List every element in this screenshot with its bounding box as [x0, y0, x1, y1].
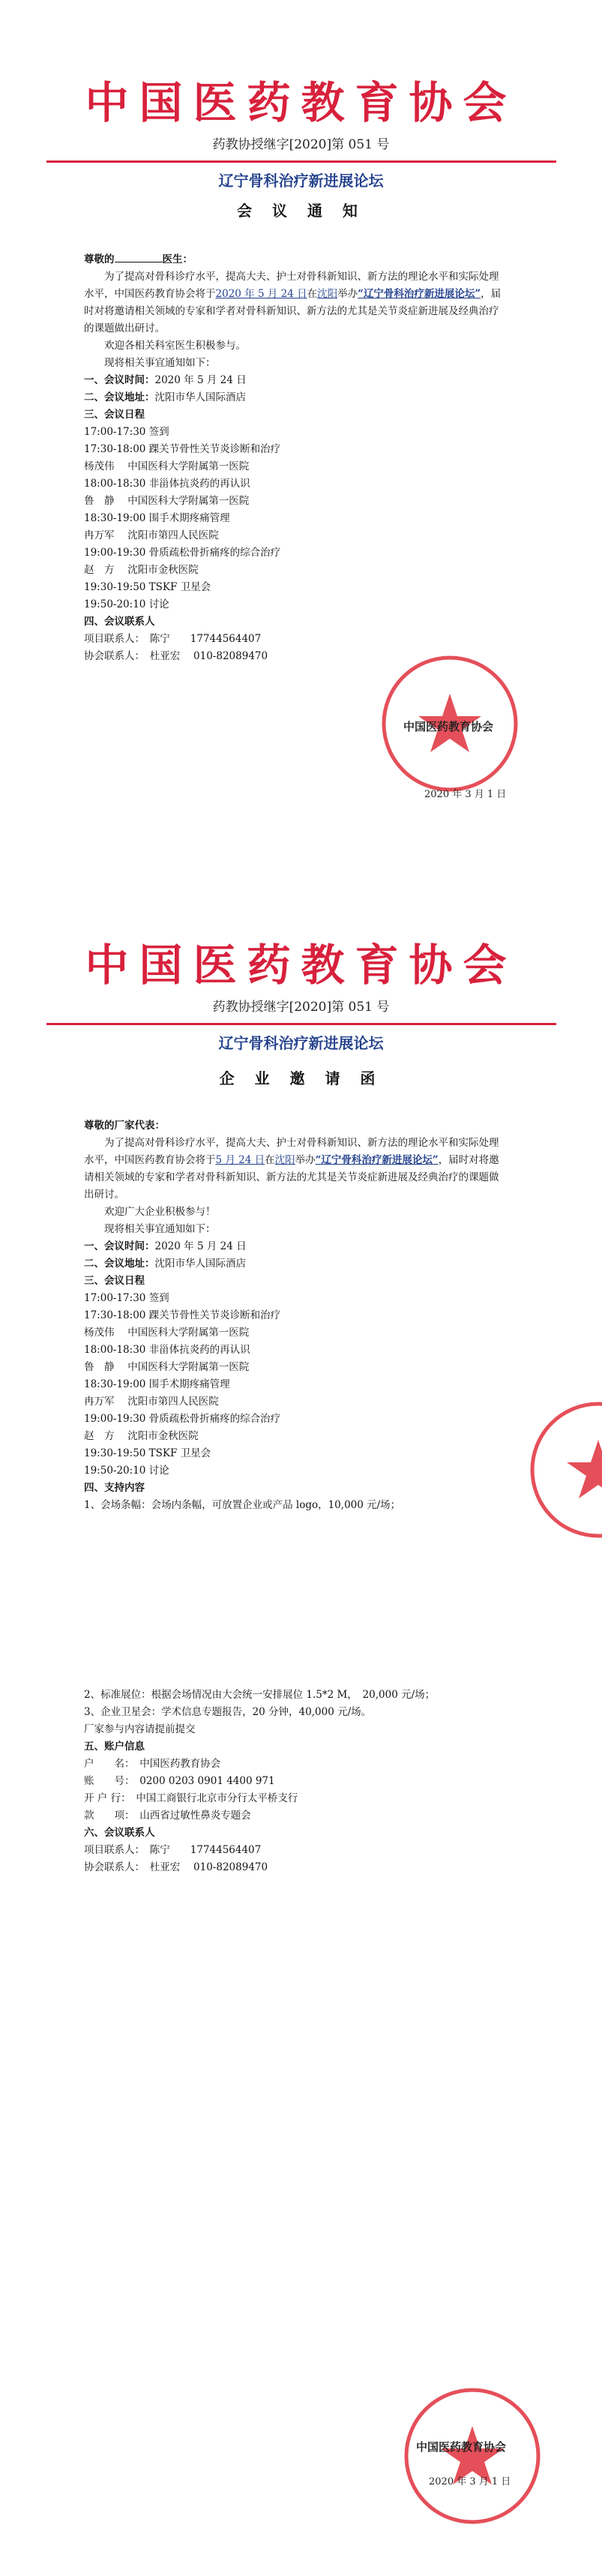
spacer [84, 1514, 504, 1687]
support-heading: 四、支持内容 [84, 1482, 145, 1494]
seal-date: 2020 年 3 月 1 日 [429, 2476, 511, 2488]
agenda-item: 杨茂伟 中国医科大学附属第一医院 [84, 460, 250, 472]
invitation-page [0, 900, 602, 2576]
meeting-time: 一、会议时间：2020 年 5 月 24 日 [84, 374, 247, 386]
partial-seal-icon [527, 1399, 602, 1541]
arrangement-line: 现将相关事宜通知如下： [104, 357, 216, 369]
meeting-time: 一、会议时间：2020 年 5 月 24 日 [84, 1240, 247, 1252]
agenda-item: 17:00-17:30 签到 [84, 1292, 169, 1304]
contact-association: 协会联系人： 杜亚宏 010-82089470 [84, 650, 268, 662]
agenda-item: 18:30-19:00 围手术期疼痛管理 [84, 512, 230, 524]
invitation-body [84, 1117, 504, 1876]
meeting-venue: 二、会议地址：沈阳市华人国际酒店 [84, 391, 246, 403]
doc-number: 药教协授继字[2020]第 051 号 [212, 1000, 390, 1015]
agenda-item: 19:00-19:30 骨质疏松骨折痛疼的综合治疗 [84, 547, 281, 559]
forum-title: 辽宁骨科治疗新进展论坛 [218, 172, 384, 190]
salutation: 尊敬的厂家代表： [84, 1120, 165, 1132]
account-row: 款 项： 山西省过敏性鼻炎专题会 [84, 1810, 251, 1822]
contacts-heading: 四、会议联系人 [84, 616, 155, 628]
contact-project: 项目联系人： 陈宁 17744564407 [84, 633, 262, 645]
header-rule [46, 160, 556, 163]
welcome-line: 欢迎各相关科室医生积极参与。 [104, 340, 246, 352]
seal-org-name: 中国医药教育协会 [403, 720, 494, 733]
account-row: 户 名： 中国医药教育协会 [84, 1758, 221, 1770]
org-header: 中国医药教育协会 [85, 77, 517, 128]
agenda-item: 赵 方 沈阳市金秋医院 [84, 564, 199, 576]
doc-type-title: 企 业 邀 请 函 [219, 1069, 383, 1087]
contact-association: 协会联系人： 杜亚宏 010-82089470 [84, 1861, 268, 1873]
agenda-item: 17:00-17:30 签到 [84, 426, 169, 438]
agenda-item: 冉万军 沈阳市第四人民医院 [84, 529, 219, 541]
support-item-satellite: 3、企业卫星会：学术信息专题报告，20 分钟，40,000 元/场。 [84, 1706, 372, 1718]
seal-date: 2020 年 3 月 1 日 [424, 789, 507, 800]
agenda-item: 19:30-19:50 TSKF 卫星会 [84, 581, 211, 593]
agenda-item: 19:50-20:10 讨论 [84, 598, 169, 610]
support-note: 厂家参与内容请提前提交 [84, 1723, 196, 1735]
header-rule [46, 1023, 556, 1025]
name-blank [115, 251, 163, 262]
agenda-item: 17:30-18:00 踝关节骨性关节炎诊断和治疗 [84, 1309, 281, 1321]
welcome-line: 欢迎广大企业积极参与！ [104, 1206, 216, 1218]
account-heading: 五、账户信息 [84, 1741, 145, 1753]
notice-body [84, 251, 504, 665]
arrangement-line: 现将相关事宜通知如下： [104, 1223, 216, 1235]
agenda-item: 18:00-18:30 非甾体抗炎药的再认识 [84, 478, 250, 490]
agenda-heading: 三、会议日程 [84, 409, 145, 421]
salutation: 尊敬的 医生： [84, 251, 504, 268]
agenda-item: 18:30-19:00 围手术期疼痛管理 [84, 1378, 230, 1390]
agenda-item: 18:00-18:30 非甾体抗炎药的再认识 [84, 1344, 250, 1356]
agenda-item: 19:30-19:50 TSKF 卫星会 [84, 1447, 211, 1459]
intro-paragraph: 为了提高对骨科诊疗水平，提高大夫、护士对骨科新知识、新方法的理论水平和实际处理水平，中国医药教育协会将于2020 年 5 月 24 日在沈阳举办“辽宁骨科治疗新进展论坛”，届时对将邀请相关领域的专家和学者对骨科新知识、新方法的尤其是关节炎症新进展及经典治疗的课题做出研讨。 [84, 271, 502, 334]
agenda-list [84, 424, 504, 613]
agenda-item: 杨茂伟 中国医科大学附属第一医院 [84, 1327, 250, 1339]
agenda-heading: 三、会议日程 [84, 1275, 145, 1287]
agenda-item: 19:00-19:30 骨质疏松骨折痛疼的综合治疗 [84, 1413, 281, 1425]
account-row: 开 户 行： 中国工商银行北京市分行太平桥支行 [84, 1792, 298, 1804]
support-item-banner: 1、会场条幅：会场内条幅，可放置企业或产品 logo，10,000 元/场； [84, 1499, 401, 1511]
contacts-heading: 六、会议联系人 [84, 1827, 155, 1839]
support-item-booth: 2、标准展位：根据会场情况由大会统一安排展位 1.5*2 M， 20,000 元/场； [84, 1689, 436, 1701]
agenda-item: 鲁 静 中国医科大学附属第一医院 [84, 495, 250, 507]
agenda-item: 赵 方 沈阳市金秋医院 [84, 1430, 199, 1442]
agenda-item: 19:50-20:10 讨论 [84, 1465, 169, 1477]
seal-org-name: 中国医药教育协会 [416, 2440, 507, 2454]
association-seal-icon [401, 2385, 544, 2527]
meeting-venue: 二、会议地址：沈阳市华人国际酒店 [84, 1258, 246, 1270]
notice-page [0, 0, 602, 900]
contact-project: 项目联系人： 陈宁 17744564407 [84, 1844, 262, 1856]
doc-number: 药教协授继字[2020]第 051 号 [212, 137, 390, 152]
agenda-item: 冉万军 沈阳市第四人民医院 [84, 1396, 219, 1408]
org-header: 中国医药教育协会 [85, 940, 517, 991]
agenda-item: 鲁 静 中国医科大学附属第一医院 [84, 1361, 250, 1373]
agenda-list [84, 1290, 504, 1480]
account-row: 账 号： 0200 0203 0901 4400 971 [84, 1775, 275, 1787]
intro-paragraph: 为了提高对骨科诊疗水平，提高大夫、护士对骨科新知识、新方法的理论水平和实际处理水平，中国医药教育协会将于5 月 24 日在沈阳举办“辽宁骨科治疗新进展论坛”，届时对将邀请相关领域的专家和学者对骨科新知识、新方法的尤其是关节炎症新进展及经典治疗的课题做出研讨。 [84, 1137, 499, 1201]
agenda-item: 17:30-18:00 踝关节骨性关节炎诊断和治疗 [84, 443, 281, 455]
forum-title: 辽宁骨科治疗新进展论坛 [218, 1034, 384, 1052]
doc-type-title: 会 议 通 知 [237, 202, 365, 220]
